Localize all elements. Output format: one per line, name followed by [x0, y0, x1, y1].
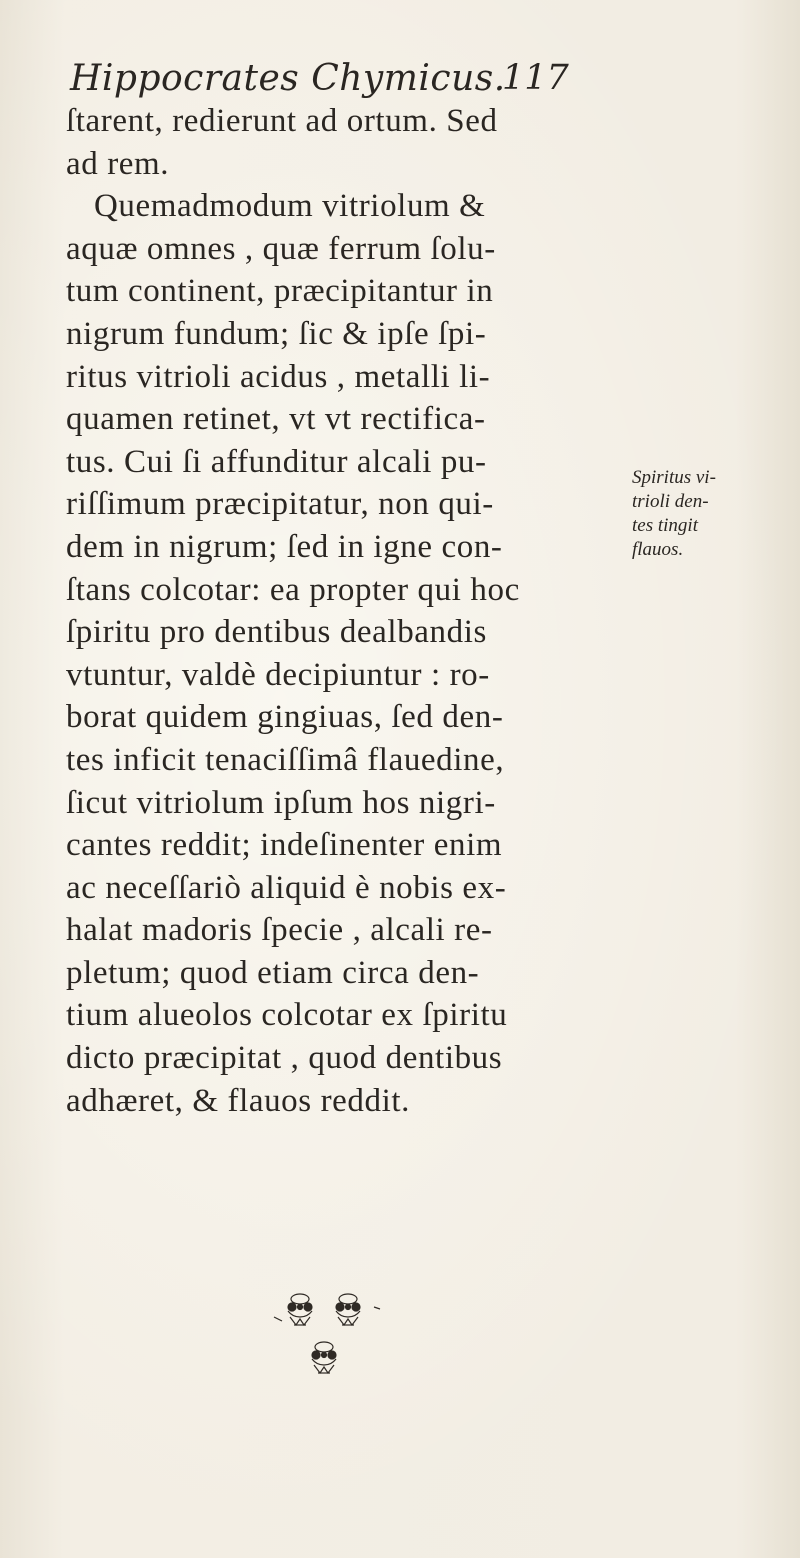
margin-note-line: Spiritus vi- [632, 467, 716, 488]
text-line: adhæret, & flauos reddit. [66, 1082, 411, 1119]
text-line: tes inficit tenaciſſimâ flauedine, [66, 741, 505, 778]
text-line: dem in nigrum; ſed in igne con- [66, 528, 503, 565]
page-number: 117 [502, 58, 569, 98]
text-line: halat madoris ſpecie , alcali re- [66, 912, 493, 949]
text-line: quamen retinet, vt vt rectifica- [66, 401, 486, 438]
text-line: tium alueolos colcotar ex ſpiritu [66, 997, 508, 1034]
text-line: dicto præcipitat , quod dentibus [66, 1040, 503, 1077]
text-line: tus. Cui ſi affunditur alcali pu- [66, 443, 487, 480]
text-line: tum continent, præcipitantur in [66, 273, 494, 310]
text-line: ritus vitrioli acidus , metalli li- [66, 358, 491, 395]
text-line: Quemadmodum vitriolum & [94, 188, 486, 225]
text-line: ac neceſſariò aliquid è nobis ex- [66, 869, 507, 906]
text-line: cantes reddit; indeſinenter enim [66, 827, 503, 864]
margin-note [632, 466, 772, 562]
text-line: ſicut vitriolum ipſum hos nigri- [66, 784, 496, 821]
text-line: ſtans colcotar: ea propter qui hoc [66, 571, 520, 608]
margin-note-line: trioli den- [632, 491, 709, 512]
margin-note-line: flauos. [632, 539, 684, 560]
text-line: borat quidem gingiuas, ſed den- [66, 699, 504, 736]
text-line: nigrum fundum; ſic & ipſe ſpi- [66, 315, 487, 352]
margin-note-line: tes tingit [632, 515, 698, 536]
text-line: ſpiritu pro dentibus dealbandis [66, 614, 487, 651]
running-title: Hippocrates Chymicus. [70, 58, 506, 99]
printer-flower-ornament-icon [270, 1275, 390, 1395]
text-line: aquæ omnes , quæ ferrum ſolu- [66, 230, 496, 267]
text-line: riſſimum præcipitatur, non qui- [66, 486, 494, 523]
text-line: pletum; quod etiam circa den- [66, 954, 480, 991]
body-text [66, 100, 626, 1122]
text-line: vtuntur, valdè decipiuntur : ro- [66, 656, 490, 693]
text-line: ſtarent, redierunt ad ortum. Sed [66, 103, 498, 139]
text-line: ad rem. [66, 145, 170, 182]
